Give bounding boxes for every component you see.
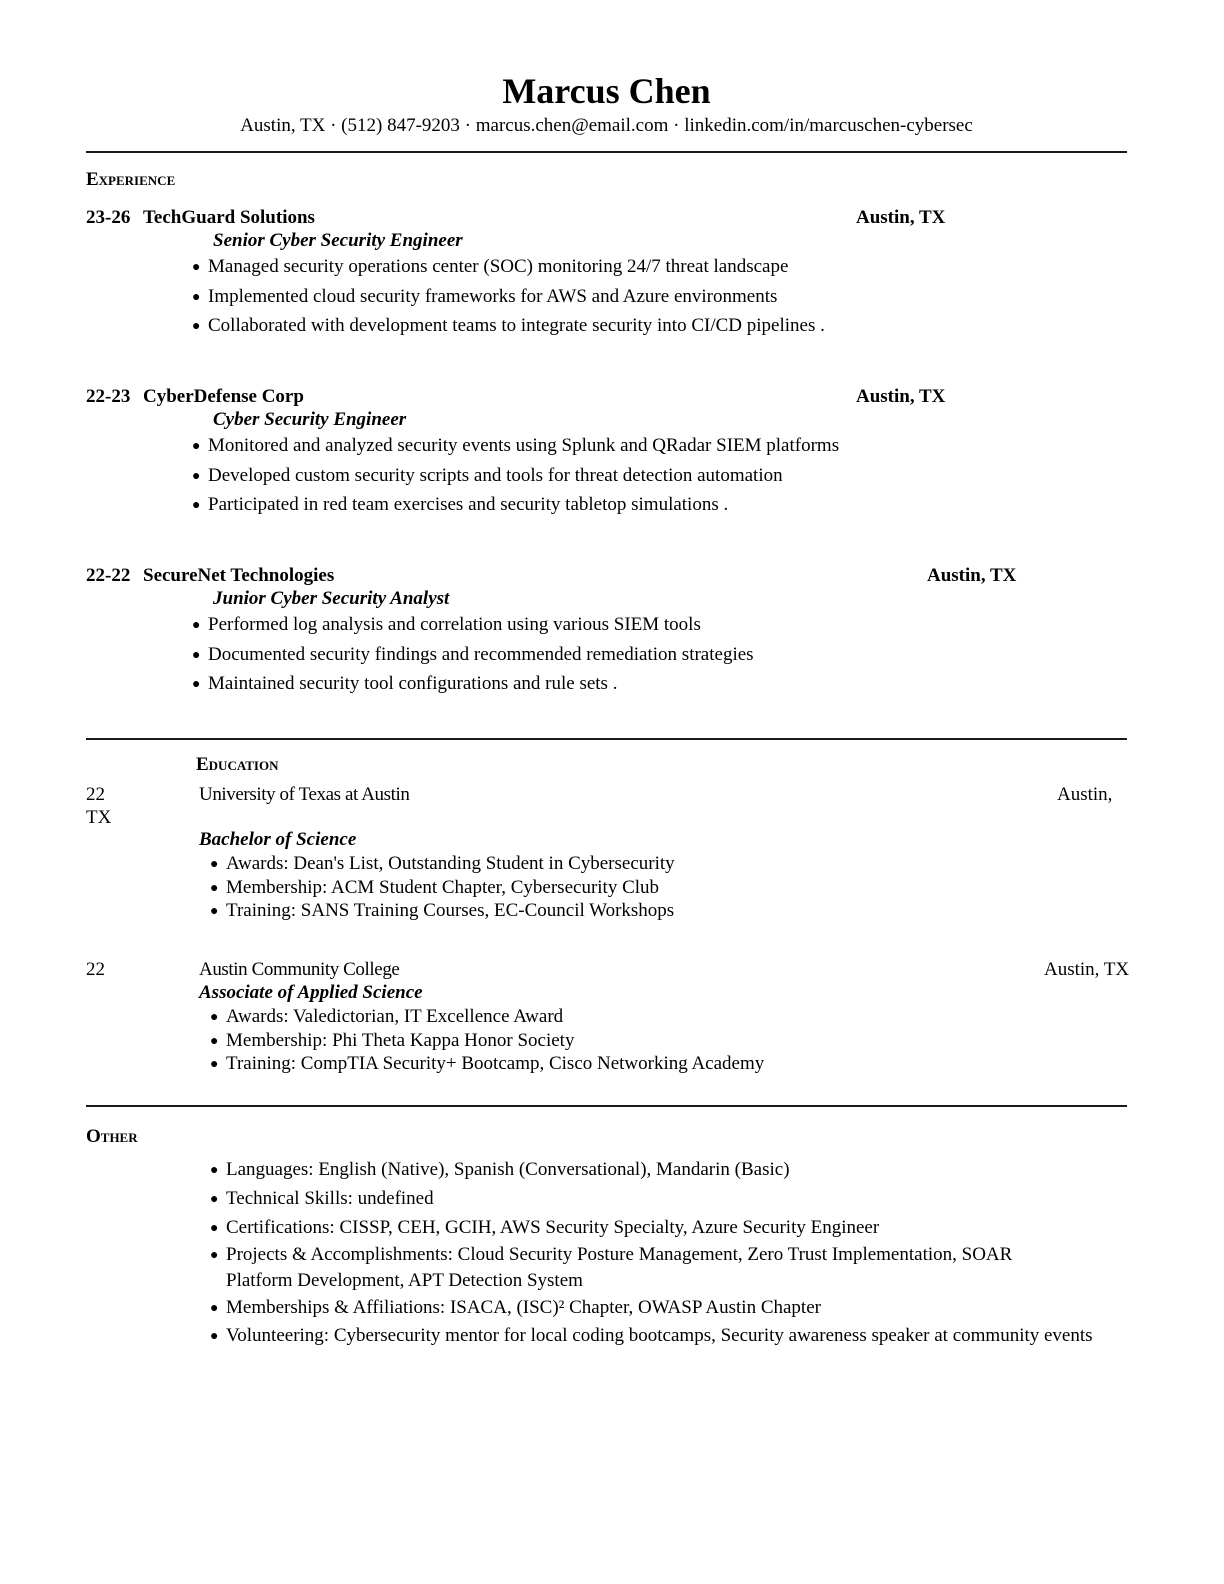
bullet-icon: ● — [192, 498, 201, 513]
bullet-icon: ● — [210, 1034, 219, 1049]
education-date-wrap: TX — [86, 807, 112, 828]
header-divider — [86, 151, 1127, 153]
other-bullet: ● Volunteering: Cybersecurity mentor for local coding bootcamps, Security awareness speaker at community events — [210, 1325, 1093, 1346]
bullet-icon: ● — [210, 1010, 219, 1025]
bullet-icon: ● — [192, 290, 201, 305]
job-company: TechGuard Solutions — [143, 207, 315, 228]
education-date: 22 — [86, 959, 105, 980]
bullet-icon: ● — [210, 1192, 219, 1207]
job-company: CyberDefense Corp — [143, 386, 304, 407]
other-bullet: ● Languages: English (Native), Spanish (Conversational), Mandarin (Basic) — [210, 1159, 790, 1180]
education-bullet: ● Awards: Dean's List, Outstanding Student in Cybersecurity — [210, 853, 675, 874]
other-bullet: ● Technical Skills: undefined — [210, 1188, 434, 1209]
education-bullet: ● Membership: Phi Theta Kappa Honor Society — [210, 1030, 575, 1051]
job-bullet: ● Collaborated with development teams to integrate security into CI/CD pipelines . — [192, 315, 825, 336]
other-bullet: ● Certifications: CISSP, CEH, GCIH, AWS Security Specialty, Azure Security Engineer — [210, 1217, 880, 1238]
candidate-name: Marcus Chen — [502, 71, 711, 111]
experience-heading: Experience — [86, 169, 176, 190]
education-heading: Education — [196, 754, 279, 775]
education-divider — [86, 1105, 1127, 1107]
job-bullet: ● Implemented cloud security frameworks for AWS and Azure environments — [192, 286, 778, 307]
job-role: Cyber Security Engineer — [213, 409, 407, 430]
contact-line: Austin, TX · (512) 847-9203 · marcus.chen@email.com · linkedin.com/in/marcuschen-cybersec — [240, 115, 973, 136]
job-dates: 23-26 — [86, 207, 131, 228]
bullet-icon: ● — [210, 1248, 219, 1263]
bullet-icon: ● — [210, 857, 219, 872]
job-bullet: ● Maintained security tool configurations and rule sets . — [192, 673, 618, 694]
education-location: Austin, — [1057, 784, 1113, 805]
education-degree: Bachelor of Science — [199, 829, 357, 850]
experience-divider — [86, 738, 1127, 740]
bullet-icon: ● — [210, 1163, 219, 1178]
job-dates: 22-23 — [86, 386, 131, 407]
bullet-icon: ● — [210, 1329, 219, 1344]
other-bullet: ● Memberships & Affiliations: ISACA, (ISC)² Chapter, OWASP Austin Chapter — [210, 1297, 821, 1318]
job-location: Austin, TX — [927, 565, 1017, 586]
bullet-icon: ● — [192, 677, 201, 692]
education-date: 22 — [86, 784, 105, 805]
education-bullet: ● Training: CompTIA Security+ Bootcamp, Cisco Networking Academy — [210, 1053, 765, 1074]
job-role: Junior Cyber Security Analyst — [213, 588, 450, 609]
bullet-icon: ● — [192, 648, 201, 663]
job-bullet: ● Monitored and analyzed security events using Splunk and QRadar SIEM platforms — [192, 435, 840, 456]
bullet-icon: ● — [192, 260, 201, 275]
job-dates: 22-22 — [86, 565, 131, 586]
bullet-icon: ● — [210, 1221, 219, 1236]
job-bullet: ● Managed security operations center (SOC) monitoring 24/7 threat landscape — [192, 256, 789, 277]
bullet-icon: ● — [192, 618, 201, 633]
education-bullet: ● Awards: Valedictorian, IT Excellence Award — [210, 1006, 564, 1027]
education-bullet: ● Training: SANS Training Courses, EC-Council Workshops — [210, 900, 675, 921]
job-location: Austin, TX — [856, 207, 946, 228]
other-bullet-continuation: Platform Development, APT Detection System — [226, 1270, 583, 1291]
bullet-icon: ● — [192, 319, 201, 334]
bullet-icon: ● — [192, 439, 201, 454]
bullet-icon: ● — [210, 881, 219, 896]
bullet-icon: ● — [210, 1301, 219, 1316]
job-location: Austin, TX — [856, 386, 946, 407]
other-heading: Other — [86, 1126, 138, 1147]
other-bullet: ● Projects & Accomplishments: Cloud Security Posture Management, Zero Trust Implementation, SOAR — [210, 1244, 1013, 1265]
education-bullet: ● Membership: ACM Student Chapter, Cybersecurity Club — [210, 877, 660, 898]
job-bullet: ● Developed custom security scripts and tools for threat detection automation — [192, 465, 783, 486]
bullet-icon: ● — [210, 1057, 219, 1072]
education-degree: Associate of Applied Science — [199, 982, 423, 1003]
bullet-icon: ● — [192, 469, 201, 484]
education-location: Austin, TX — [1044, 959, 1130, 980]
job-company: SecureNet Technologies — [143, 565, 335, 586]
job-bullet: ● Documented security findings and recommended remediation strategies — [192, 644, 754, 665]
education-school: Austin Community College — [199, 959, 400, 980]
bullet-icon: ● — [210, 904, 219, 919]
job-bullet: ● Participated in red team exercises and security tabletop simulations . — [192, 494, 729, 515]
job-bullet: ● Performed log analysis and correlation using various SIEM tools — [192, 614, 701, 635]
education-school: University of Texas at Austin — [199, 784, 410, 805]
job-role: Senior Cyber Security Engineer — [213, 230, 463, 251]
